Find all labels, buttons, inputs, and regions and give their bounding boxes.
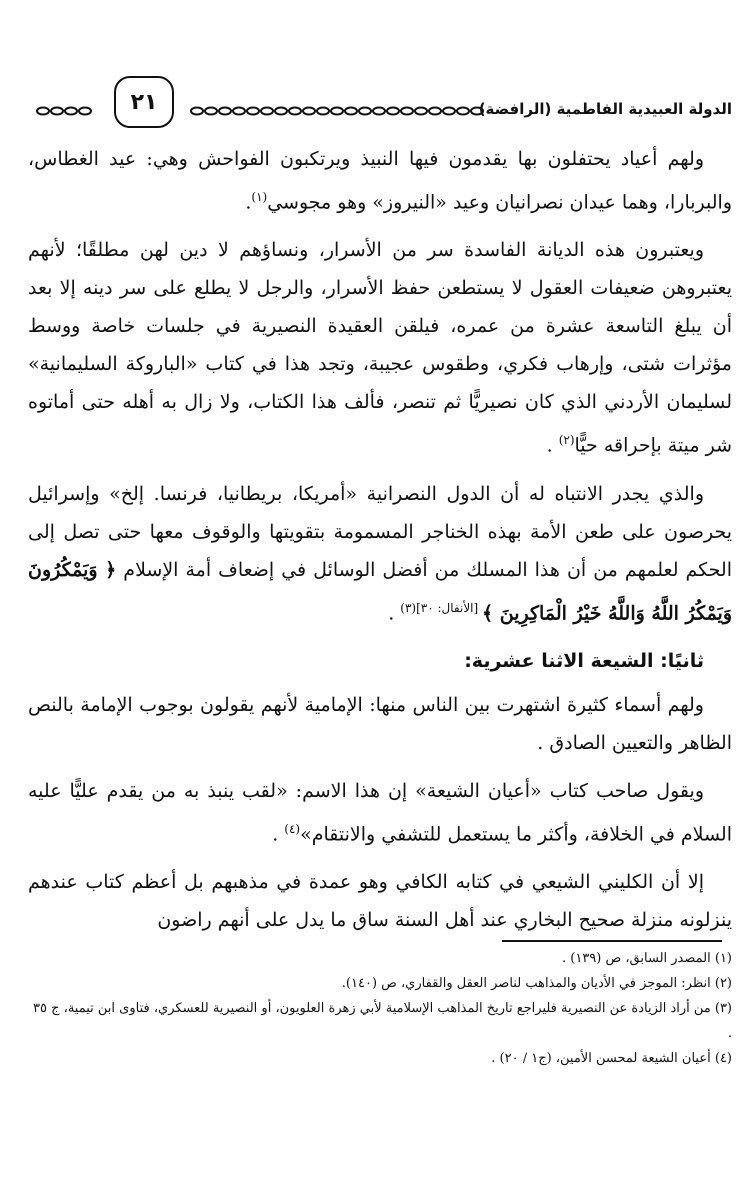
footnote-1: (١) المصدر السابق، ص (١٣٩) . (562, 951, 732, 966)
footnote-ref-2: (٢) (558, 433, 575, 448)
paragraph-foreign-powers: والذي يجدر الانتباه له أن الدول النصرانية «أمريكا، بريطانيا، فرنسا. إلخ» وإسرائيل يحرصون على طعن الأمة بهذه الخناجر المسمومة بتقويتها والوقوف معها حتى تصل إلى الحكم لعلمهم من أن هذا المسلك من أفضل الوسائل في إضعاف أمة الإسلام ﴿ وَيَمْكُرُونَ وَيَمْكُرُ اللَّهُ وَاللَّهُ خَيْرُ الْمَاكِرِينَ ﴾ $^{[الأنفال: ٣٠](٣)}$ . (28, 482, 732, 624)
footnote-divider (502, 940, 722, 942)
section-heading: ثانيًا: الشيعة الاثنا عشرية: (464, 649, 704, 672)
running-title: الدولة العبيدية الفاطمية (الرافضة) (478, 100, 732, 118)
footnote-ref-3: (٣) (400, 600, 417, 615)
footnote-2: (٢) انظر: الموجز في الأديان والمذاهب لناصر العقل والقفاري، ص (١٤٠). (341, 976, 732, 991)
quran-verse: ﴿ وَيَمْكُرُونَ وَيَمْكُرُ اللَّهُ وَاللَّهُ خَيْرُ الْمَاكِرِينَ ﴾ (28, 558, 732, 624)
paragraph-secrecy: ويعتبرون هذه الديانة الفاسدة سر من الأسرار، ونساؤهم لا دين لهن مطلقًا؛ لأنهم يعتبروهن ضعيفات العقول لا يستطعن حفظ الأسرار، والرجل لا يطلع على سر دينه إلا بعد أن يبلغ التاسعة عشرة من عمره، فيلقن العقيدة النصيرية في جلسات خاصة ووسط مؤثرات شتى، وإرهاب فكري، وطقوس عجيبة، وتجد هذا في كتاب «الباروكة السليمانية» لسليمان الأردني الذي كان نصيريًّا ثم تنصر، فألف هذا الكتاب، ولا زال به أهله حتى أماتوه شر ميتة بإحراقه حيًّا$^{(٢)}$ . (28, 239, 732, 457)
footnote-3: (٣) من أراد الزيادة عن النصيرية فليراجع تاريخ المذاهب الإسلامية لأبي زهرة العلويون، أو النصيرية للعسكري، فتاوى ابن تيمية، ج ٣٥ . (33, 1001, 732, 1041)
ornament-chain-icon (190, 106, 490, 116)
verse-citation: [الأنفال: ٣٠] (416, 600, 483, 615)
page-header (0, 74, 750, 134)
paragraph-kulayni: إلا أن الكليني الشيعي في كتابه الكافي وهو عمدة في مذهبهم بل أعظم كتاب عندهم ينزلونه منزلة صحيح البخاري عند أهل السنة ساق ما يدل على أنهم راضون (28, 871, 732, 932)
paragraph-names: ولهم أسماء كثيرة اشتهرت بين الناس منها: الإمامية لأنهم يقولون بوجوب الإمامة بالنص الظاهر والتعيين الصادق . (28, 693, 732, 754)
footnote-ref-1: (١) (251, 190, 268, 204)
ornament-left-icon (36, 106, 94, 116)
body-text (28, 140, 732, 949)
footnote-ref-4: (٤) (284, 821, 301, 836)
paragraph-aayan: ويقول صاحب كتاب «أعيان الشيعة» إن هذا الاسم: «لقب ينبذ به من يقدم عليًّا عليه السلام في الخلافة، وأكثر ما يستعمل للتشفي والانتقام»$^{(٤)}$ . (28, 779, 732, 846)
page-number: ٢١ (114, 76, 174, 128)
footnotes (28, 946, 732, 1071)
paragraph-festivals: ولهم أعياد يحتفلون بها يقدمون فيها النبيذ ويرتكبون الفواحش وهي: عيد الغطاس، والبربارا، وهما عيدان نصرانيان وعيد «النيروز» وهو مجوسي$^{(١)}$. (28, 148, 732, 214)
footnote-4: (٤) أعيان الشيعة لمحسن الأمين، (ج١ / ٢٠) . (491, 1051, 732, 1066)
